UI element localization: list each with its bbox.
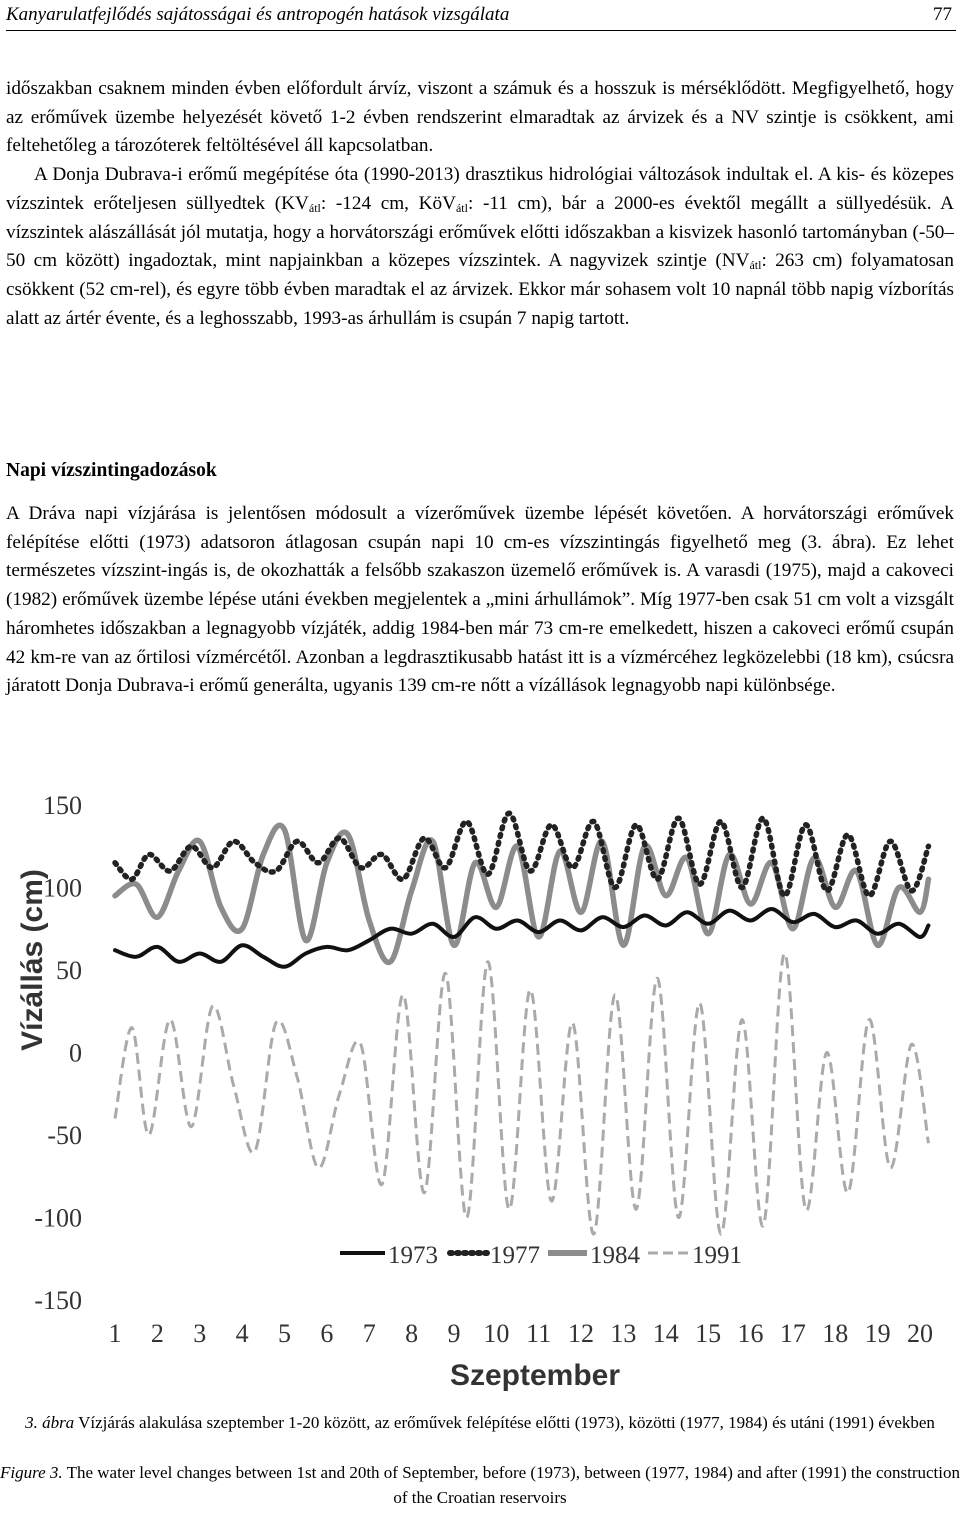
y-tick-label: 150 bbox=[43, 791, 82, 820]
body-text-top bbox=[6, 75, 954, 333]
subscript-atl-2: átl bbox=[455, 200, 468, 215]
caption-en-text: The water level changes between 1st and 20th of September, before (1973), between (1977, 1984) and after (1991) the construction of the Croatian reservoirs bbox=[66, 1463, 960, 1507]
figure-3 bbox=[0, 775, 960, 1405]
y-tick-label: -50 bbox=[47, 1121, 82, 1150]
legend-label-1984: 1984 bbox=[590, 1242, 640, 1269]
x-tick-label: 2 bbox=[150, 1319, 164, 1348]
paragraph-2-part-a: A Donja Dubrava-i erőmű megépítése óta (1990-2013) drasztikus hidrológiai változások indultak el. A kis- és közepes vízszintek erőteljesen süllyedtek (KV bbox=[6, 164, 954, 214]
y-tick-label: 100 bbox=[43, 873, 82, 903]
body-text-bottom bbox=[6, 500, 954, 701]
series-lines bbox=[115, 813, 928, 1234]
paragraph-2-part-d: : 263 cm) folyamatosan csökkent (52 cm-rel), és egyre több évben maradtak el az árvizek. Ekkor már sohasem volt 10 napnál több napig vízborítás alatt az ártér évente, és a leghosszabb, 1993-as árhullám is csupán 7 napig tartott. bbox=[6, 250, 954, 329]
paragraph-2-part-b: : -124 cm, KöV bbox=[320, 192, 456, 214]
x-tick-label: 9 bbox=[447, 1319, 461, 1348]
x-tick-label: 13 bbox=[610, 1319, 637, 1348]
paragraph-2-part-c: : -11 cm), bár a 2000-es évektől megállt a süllyedésük. A vízszintek alászállását jól mutatja, hogy a horvátországi erőművek előtti időszakban a kisvizek hasonló tartományban (-50–50 cm között) ingadoztak, mint napjainkban a közepes vízszintek. A nagyvizek szintje (NV bbox=[6, 192, 954, 272]
caption-hu-text: Vízjárás alakulása szeptember 1-20 között, az erőművek felépítése előtti (1973), közötti (1977, 1984) és utáni (1991) években bbox=[78, 1413, 935, 1432]
x-tick-labels bbox=[109, 1319, 934, 1348]
x-tick-label: 3 bbox=[193, 1319, 207, 1348]
caption-hungarian bbox=[0, 1410, 960, 1435]
caption-hu-label: 3. ábra bbox=[25, 1413, 75, 1432]
x-tick-label: 1 bbox=[108, 1319, 122, 1348]
x-tick-label: 20 bbox=[907, 1319, 933, 1348]
x-tick-label: 8 bbox=[405, 1319, 419, 1348]
y-tick-label: -150 bbox=[34, 1286, 82, 1315]
x-tick-label: 4 bbox=[235, 1319, 249, 1348]
y-tick-label: 50 bbox=[56, 956, 82, 985]
water-level-chart bbox=[0, 775, 960, 1405]
x-tick-label: 6 bbox=[320, 1319, 334, 1348]
running-header bbox=[6, 0, 956, 31]
x-tick-label: 15 bbox=[695, 1319, 722, 1348]
paragraph-1: időszakban csaknem minden évben előfordult árvíz, viszont a számuk és a hosszuk is mérséklődött. Megfigyelhető, hogy az erőművek üzembe helyezését követő 1-2 évben rendszerint elmaradtak az árvizek és a NV szintje is csökkent, ami feltehetőleg a tározóterek feltöltésével áll kapcsolatban. bbox=[6, 78, 954, 157]
legend bbox=[340, 1242, 742, 1269]
x-tick-label: 10 bbox=[483, 1319, 510, 1348]
subscript-atl-3: átl bbox=[749, 258, 762, 273]
legend-label-1973: 1973 bbox=[388, 1242, 438, 1269]
y-tick-label: -100 bbox=[34, 1203, 82, 1233]
paragraph-3: A Dráva napi vízjárása is jelentősen módosult a vízerőművek üzembe lépését követően. A horvátországi erőművek felépítése előtti (1973) adatsoron átlagosan csupán napi 10 cm-es vízszintingás figyelhető meg (3. ábra). Ez lehet természetes vízszint-ingás is, de okozhatták a felsőbb szakaszon üzemelő erőművek is. A varasdi (1975), majd a cakoveci (1982) erőművek üzembe lépése utáni években megjelentek a „mini árhullámok”. Míg 1977-ben csak 51 cm volt a vizsgált háromhetes időszakban a legnagyobb vízjáték, addig 1984-ben már 73 cm-re emelkedett, hiszen a cakoveci erőmű csupán 42 km-re van az őrtilosi vízmércétől. Azonban a legdrasztikusabb hatást itt is a vízmércéhez legközelebbi (18 km), csúcsra járatott Donja Dubrava-i erőmű generálta, ugyanis 139 cm-re nőtt a vízállások legnagyobb napi különbsége. bbox=[6, 503, 954, 697]
x-tick-label: 17 bbox=[779, 1319, 806, 1348]
x-tick-label: 12 bbox=[568, 1319, 595, 1348]
series-line-1991 bbox=[115, 953, 928, 1234]
legend-label-1991: 1991 bbox=[692, 1242, 742, 1269]
page-number: 77 bbox=[933, 4, 952, 25]
x-tick-label: 16 bbox=[737, 1319, 764, 1348]
running-title: Kanyarulatfejlődés sajátosságai és antropogén hatások vizsgálata bbox=[6, 4, 510, 25]
x-axis-label: Szeptember bbox=[449, 1359, 621, 1392]
section-title: Napi vízszintingadozások bbox=[6, 460, 217, 481]
x-tick-label: 11 bbox=[526, 1319, 552, 1348]
x-tick-label: 14 bbox=[652, 1319, 679, 1348]
y-tick-label: 0 bbox=[69, 1038, 82, 1068]
x-tick-label: 7 bbox=[362, 1319, 376, 1348]
series-line-1973 bbox=[115, 909, 928, 967]
x-tick-label: 5 bbox=[277, 1319, 291, 1348]
paragraph-2 bbox=[6, 161, 954, 333]
y-axis-label: Vízállás (cm) bbox=[16, 869, 49, 1051]
subscript-atl-1: átl bbox=[308, 200, 321, 215]
x-tick-label: 19 bbox=[864, 1319, 891, 1348]
legend-label-1977: 1977 bbox=[490, 1242, 540, 1269]
caption-english bbox=[0, 1460, 960, 1510]
x-tick-label: 18 bbox=[822, 1319, 849, 1348]
caption-en-label: Figure 3. bbox=[0, 1463, 63, 1482]
